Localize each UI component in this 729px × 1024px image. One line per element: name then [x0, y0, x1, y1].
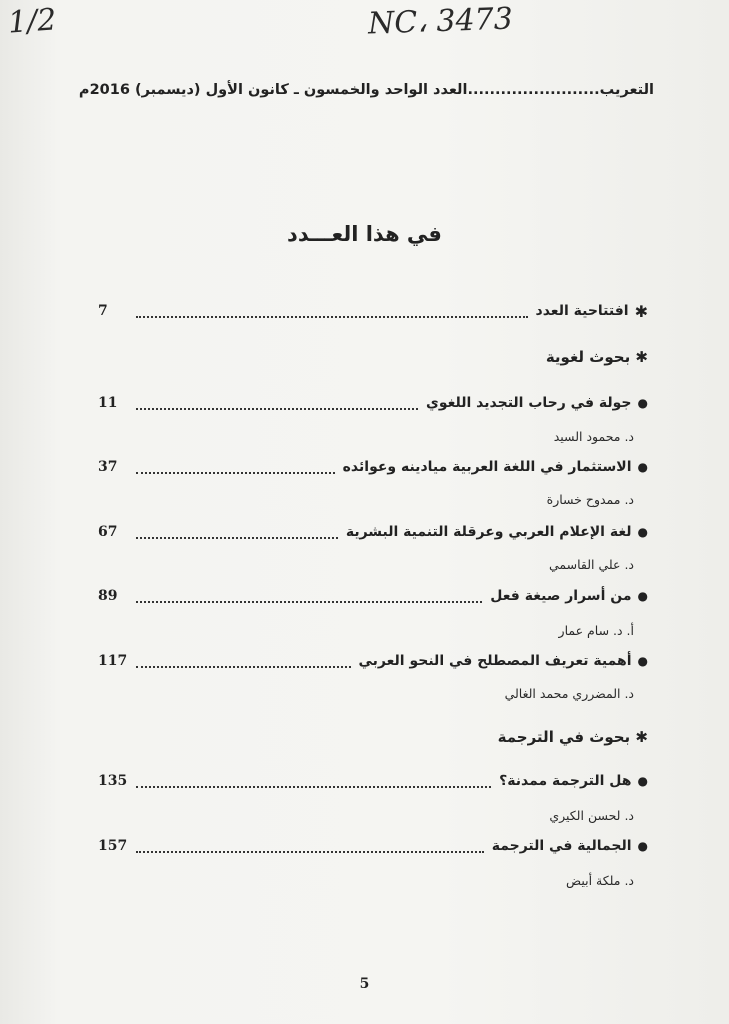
toc-page-number: 157 [98, 838, 128, 854]
dot-leader [136, 786, 491, 788]
toc-author: د. المضرري محمد الغالي [504, 686, 634, 701]
section-heading-label: بحوث لغوية [545, 348, 631, 366]
toc-entry[interactable] [98, 390, 648, 416]
handwritten-reference: NC، 3473 [367, 1, 514, 42]
toc-page-number: 11 [98, 395, 118, 411]
toc-author: د. محمود السيد [553, 429, 634, 444]
page-number: 5 [359, 976, 370, 992]
toc-entry-title: هل الترجمة ممدنة؟ [499, 773, 632, 789]
running-header: التعريب........................العدد الواحد والخمسون ـ كانون الأول (ديسمبر) 2016م [78, 82, 654, 98]
toc-author: د. لحسن الكيري [549, 808, 634, 823]
toc-author: د. علي القاسمي [548, 557, 634, 572]
bullet-icon: ● [637, 654, 648, 668]
toc-entry-title: من أسرار صيغة فعل [490, 588, 632, 604]
dot-leader [136, 851, 484, 853]
dot-leader [136, 408, 418, 410]
bullet-icon: ● [637, 460, 648, 474]
toc-entry-opening[interactable] [98, 298, 648, 324]
toc-entry-title: الاستثمار في اللغة العربية ميادينه وعوائده [342, 459, 632, 475]
dot-leader [136, 666, 351, 668]
toc-author: د. ملكة أبيض [566, 873, 634, 888]
dot-leader [136, 316, 528, 318]
bullet-icon: ● [637, 525, 648, 539]
toc-page-number: 37 [98, 459, 118, 475]
toc-page-number: 135 [98, 773, 128, 789]
toc-entry[interactable] [98, 768, 648, 794]
toc-entry[interactable] [98, 833, 648, 859]
bullet-icon: ● [637, 839, 648, 853]
handwritten-page-mark: 1/2 [6, 2, 58, 41]
toc-entry-title: لغة الإعلام العربي وعرقلة التنمية البشرية [345, 524, 632, 540]
section-heading-translation [498, 728, 648, 746]
section-heading-label: بحوث في الترجمة [497, 728, 631, 746]
asterisk-icon: ✱ [630, 728, 648, 746]
section-heading-linguistic [546, 348, 648, 366]
bullet-icon: ● [637, 589, 648, 603]
toc-entry[interactable] [98, 648, 648, 674]
dot-leader [136, 472, 335, 474]
toc-entry-title: جولة في رحاب التجديد اللغوي [426, 395, 632, 411]
dot-leader [136, 537, 338, 539]
toc-page-number: 7 [98, 303, 108, 319]
page-title: في هذا العـــدد [287, 222, 442, 246]
asterisk-icon: ✱ [634, 301, 648, 321]
toc-entry-title: أهمية تعريف المصطلح في النحو العربي [358, 653, 632, 669]
toc-entry[interactable] [98, 583, 648, 609]
toc-author: أ. د. سام عمار [558, 623, 634, 638]
dot-leader [136, 601, 482, 603]
toc-page-number: 67 [98, 524, 118, 540]
toc-page-number: 89 [98, 588, 118, 604]
toc-entry-title: افتتاحية العدد [535, 303, 629, 319]
toc-entry[interactable] [98, 454, 648, 480]
bullet-icon: ● [637, 396, 648, 410]
toc-entry[interactable] [98, 519, 648, 545]
asterisk-icon: ✱ [630, 348, 648, 366]
toc-page-number: 117 [98, 653, 128, 669]
toc-author: د. ممدوح خسارة [546, 492, 634, 507]
toc-entry-title: الجمالية في الترجمة [491, 838, 632, 854]
bullet-icon: ● [637, 774, 648, 788]
